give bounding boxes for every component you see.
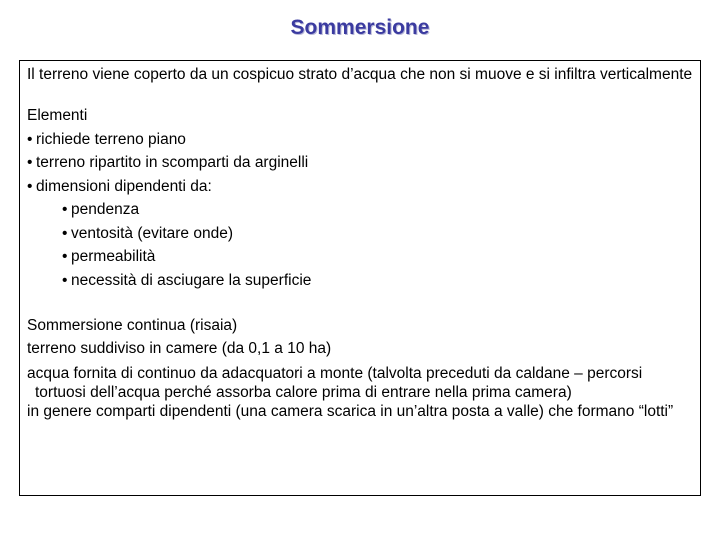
bullet-item-text: terreno ripartito in scomparti da arginelli xyxy=(36,154,309,171)
bullet-item xyxy=(27,151,694,175)
sub-bullet-item-text: pendenza xyxy=(71,201,140,218)
bullet-icon: • xyxy=(62,271,68,289)
bullet-item xyxy=(27,128,694,152)
bullet-item xyxy=(27,175,694,199)
sub-bullet-item xyxy=(27,269,694,293)
bullet-item-text: dimensioni dipendenti da: xyxy=(36,177,212,195)
sub-bullet-item xyxy=(27,245,694,269)
bullet-icon: • xyxy=(62,224,68,242)
bullet-icon: • xyxy=(62,201,68,218)
bullet-icon: • xyxy=(27,154,33,171)
content-box xyxy=(19,60,701,496)
continuous-line: Sommersione continua (risaia) xyxy=(27,317,238,334)
continuous-line: acqua fornita di continuo da adacquatori a monte (talvolta preceduti da caldane – percorsi tortuosi dell’acqua perché assorba calore prima di entrare nella prima camera) xyxy=(27,365,643,401)
spacer xyxy=(27,84,694,104)
intro-paragraph: Il terreno viene coperto da un cospicuo strato d’acqua che non si muove e si infiltra verticalmente xyxy=(27,66,693,83)
continuous-line: in genere comparti dipendenti (una camera scarica in un’altra posta a valle) che formano “lotti” xyxy=(27,403,674,420)
spacer xyxy=(27,292,694,314)
sub-bullet-item-text: necessità di asciugare la superficie xyxy=(71,271,312,289)
elements-section xyxy=(27,104,694,292)
bullet-icon: • xyxy=(62,248,68,265)
continuous-line: terreno suddiviso in camere (da 0,1 a 10 ha) xyxy=(27,340,332,357)
bullet-icon: • xyxy=(27,177,33,195)
sub-bullet-item xyxy=(27,198,694,222)
page-title: Sommersione xyxy=(290,16,430,39)
bullet-item-text: richiede terreno piano xyxy=(36,130,186,148)
bullet-icon: • xyxy=(27,130,33,148)
elements-heading: Elementi xyxy=(27,107,88,124)
sub-bullet-item xyxy=(27,222,694,246)
sub-bullet-item-text: permeabilità xyxy=(71,248,156,265)
continuous-section xyxy=(27,314,694,421)
sub-bullet-item-text: ventosità (evitare onde) xyxy=(71,224,233,242)
